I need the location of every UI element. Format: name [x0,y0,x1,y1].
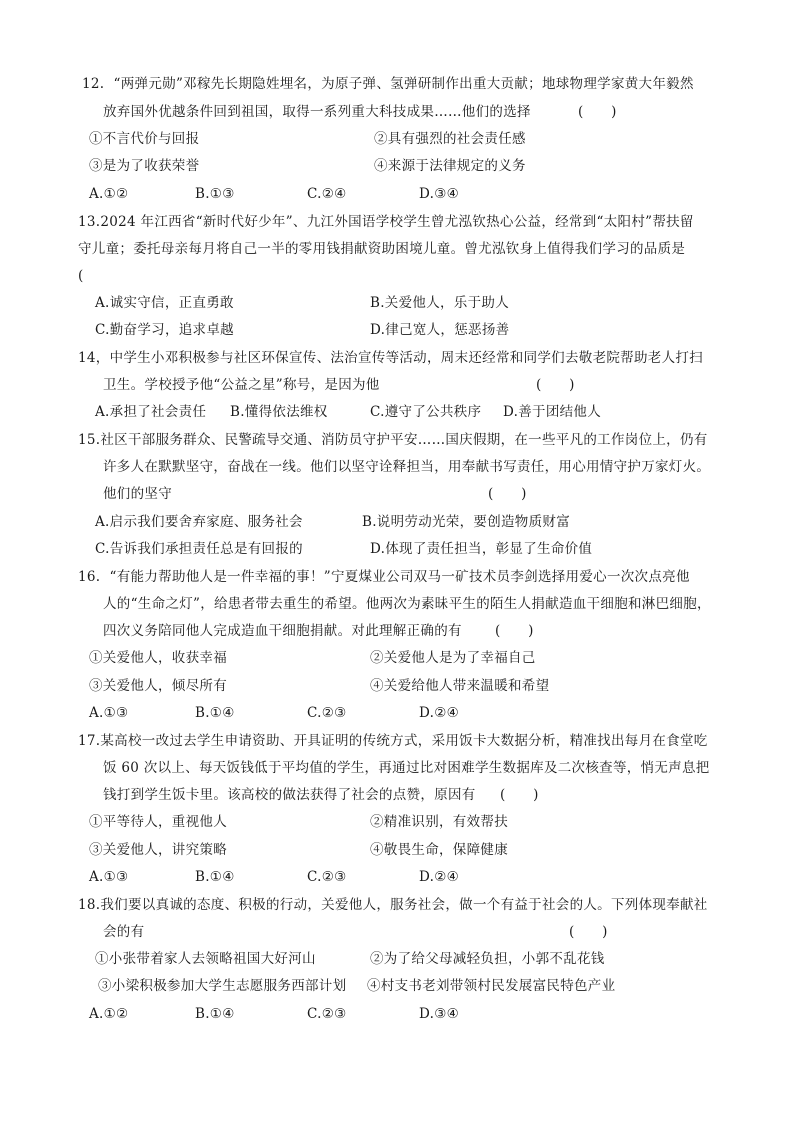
q12-stem-line-2: 放弃国外优越条件回到祖国，取得一系列重大科技成果……他们的选择 [103,104,531,120]
q16-statement-4: ④关爱给他人带来温暖和希望 [370,678,550,694]
q12-stem-line-1: 12. “两弹元勋”邓稼先长期隐姓埋名，为原子弹、氢弹研制作出重大贡献；地球物理学家黄大年毅然 [82,76,694,92]
q14-stem-line-1: 14，中学生小邓积极参与社区环保宣传、法治宣传等活动，周末还经常和同学们去敬老院帮助老人打扫 [78,350,703,366]
q17-option-c: C.②③ [307,869,347,885]
q12-option-a: A.①② [89,186,129,202]
q12-answer-parens: ( ) [578,104,617,120]
q15-stem-line-2: 许多人在默默坚守，奋战在一线。他们以坚守诠释担当，用奉献书写责任，用心用情守护万家灯火。 [103,459,711,475]
q17-option-d: D.②④ [419,869,460,885]
q16-option-a: A.①③ [89,705,129,721]
q16-statement-3: ③关爱他人，倾尽所有 [89,678,227,694]
q15-option-b: B.说明劳动光荣，要创造物质财富 [362,514,571,530]
q13-stem-line-2: 守儿童；委托母亲每月将自己一半的零用钱捐献资助困境儿童。曾尤泓钦身上值得我们学习的品质是 [78,241,686,257]
q15-stem-line-3: 他们的坚守 [103,486,172,502]
q15-answer-parens: ( ) [488,486,527,502]
q17-option-b: B.①④ [195,869,235,885]
q17-stem-line-2: 饭 60 次以上、每天饭钱低于平均值的学生，再通过比对困难学生数据库及二次核查等，悄无声息把 [103,760,710,776]
q16-option-d: D.②④ [419,705,460,721]
q18-statement-1: ①小张带着家人去领略祖国大好河山 [95,951,316,967]
q17-stem-line-1: 17.某高校一改过去学生申请资助、开具证明的传统方式，采用饭卡大数据分析，精准找出每月在食堂吃 [78,733,708,749]
q14-option-d: D.善于团结他人 [503,404,602,420]
q13-answer-parens: ( [78,268,84,284]
q13-option-d: D.律己宽人，惩恶扬善 [370,322,510,338]
q16-option-b: B.①④ [195,705,235,721]
q12-option-d: D.③④ [419,186,460,202]
q12-option-c: C.②④ [307,186,347,202]
q14-stem-line-2: 卫生。学校授予他“公益之星”称号，是因为他 [103,377,380,393]
q17-option-a: A.①③ [89,869,129,885]
q13-option-c: C.勤奋学习，追求卓越 [95,322,234,338]
q16-answer-parens: ( ) [495,623,534,639]
q18-stem-line-2: 会的有 [103,924,145,940]
q17-statement-2: ②精准识别，有效帮扶 [370,814,508,830]
q17-answer-parens: ( ) [500,787,539,803]
q17-statement-3: ③关爱他人，讲究策略 [89,842,227,858]
q16-statement-1: ①关爱他人，收获幸福 [89,650,227,666]
q13-stem-line-1: 13.2024 年江西省“新时代好少年”、九江外国语学校学生曾尤泓钦热心公益，经常到“太阳村”帮扶留 [78,214,694,230]
q17-stem-line-3: 钱打到学生饭卡里。该高校的做法获得了社会的点赞，原因有 [103,787,476,803]
q14-option-a: A.承担了社会责任 [95,404,207,420]
q16-option-c: C.②③ [307,705,347,721]
q14-option-c: C.遵守了公共秩序 [370,404,482,420]
q18-option-b: B.①④ [195,1006,235,1022]
q18-answer-parens: ( ) [569,924,608,940]
q13-option-a: A.诚实守信，正直勇敢 [95,295,234,311]
q15-option-a: A.启示我们要舍弃家庭、服务社会 [95,514,303,530]
q15-stem-line-1: 15.社区干部服务群众、民警疏导交通、消防员守护平安……国庆假期，在一些平凡的工作岗位上，仍有 [78,432,708,448]
q12-option-b: B.①③ [195,186,235,202]
q15-option-d: D.体现了责任担当，彰显了生命价值 [370,541,593,557]
q18-statement-3: ③小梁积极参加大学生志愿服务西部计划 [98,978,347,994]
q16-statement-2: ②关爱他人是为了幸福自己 [370,650,536,666]
q13-option-b: B.关爱他人，乐于助人 [370,295,510,311]
q16-stem-line-1: 16. “有能力帮助他人是一件幸福的事！”宁夏煤业公司双马一矿技术员李剑选择用爱心一次次点亮他 [78,569,690,585]
q12-statement-4: ④来源于法律规定的义务 [374,158,526,174]
q12-statement-1: ①不言代价与回报 [89,131,200,147]
q17-statement-1: ①平等待人，重视他人 [89,814,227,830]
q16-stem-line-2: 人的“生命之灯”，给患者带去重生的希望。他两次为素昧平生的陌生人捐献造血干细胞和淋巴细胞， [103,596,711,612]
q18-statement-2: ②为了给父母减轻负担，小郭不乱花钱 [370,951,605,967]
q18-stem-line-1: 18.我们要以真诚的态度、积极的行动，关爱他人，服务社会，做一个有益于社会的人。下列体现奉献社 [78,897,708,913]
q12-statement-3: ③是为了收获荣誉 [89,158,200,174]
q18-statement-4: ④村支书老刘带领村民发展富民特色产业 [367,978,616,994]
q16-stem-line-3: 四次义务陪同他人完成造血干细胞捐献。对此理解正确的有 [103,623,462,639]
q14-option-b: B.懂得依法维权 [230,404,328,420]
q18-option-c: C.②③ [307,1006,347,1022]
q14-answer-parens: ( ) [536,377,575,393]
q12-statement-2: ②具有强烈的社会责任感 [374,131,526,147]
q18-option-d: D.③④ [419,1006,460,1022]
q15-option-c: C.告诉我们承担责任总是有回报的 [95,541,303,557]
q18-option-a: A.①② [89,1006,129,1022]
q17-statement-4: ④敬畏生命，保障健康 [370,842,508,858]
